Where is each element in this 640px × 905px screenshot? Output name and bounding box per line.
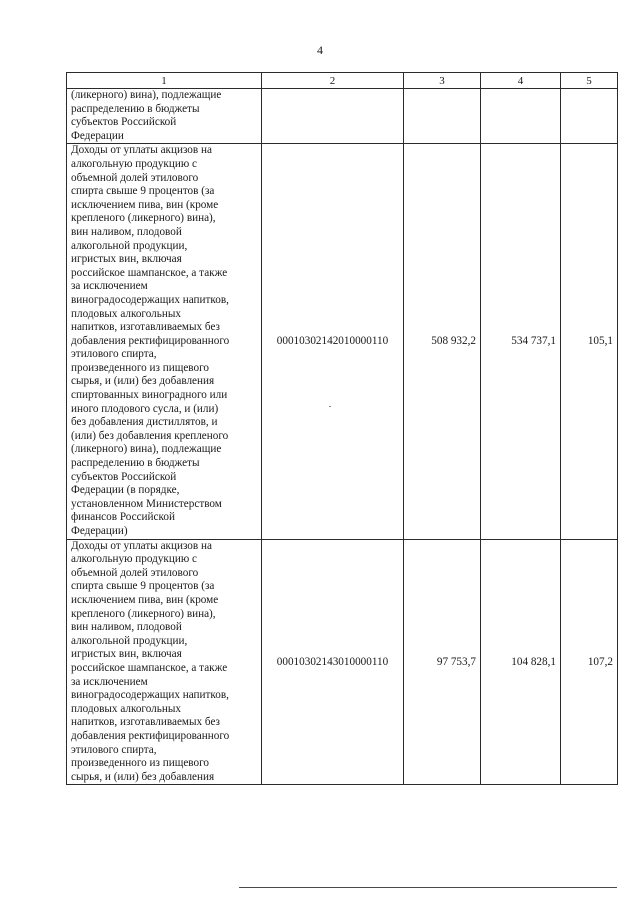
- row-value-3-cell: 97 753,7: [404, 539, 481, 785]
- row-value-3-cell: [404, 89, 481, 144]
- column-header-5: 5: [561, 73, 618, 89]
- row-name-cell: (ликерного) вина), подлежащие распределению в бюджеты субъектов Российской Федерации: [67, 89, 262, 144]
- scan-speck: [329, 406, 331, 407]
- page-number: 4: [317, 43, 323, 57]
- row-value-5-cell: [561, 89, 618, 144]
- column-header-2: 2: [262, 73, 404, 89]
- table-row: [67, 89, 618, 144]
- row-code-cell: 00010302143010000110: [262, 539, 404, 785]
- column-header-4: 4: [481, 73, 561, 89]
- table-row: [67, 539, 618, 785]
- column-header-1: 1: [67, 73, 262, 89]
- row-value-5-cell: 105,1: [561, 144, 618, 539]
- row-code-cell: 00010302142010000110: [262, 144, 404, 539]
- row-name-cell: Доходы от уплаты акцизов на алкогольную продукцию с объемной долей этилового спирта свыше 9 процентов (за исключением пива, вин (кроме крепленого (ликерного) вина), вин наливом, плодовой алкогольной продукции, игристых вин, включая российское шампанское, а также за исключением виноградосодержащих напитков, плодовых алкогольных напитков, изготавливаемых без добавления ректифицированного этилового спирта, произведенного из пищевого сырья, и (или) без добавления спиртованных виноградного или иного плодового сусла, и (или) без добавления дистиллятов, и (или) без добавления крепленого (ликерного) вина), подлежащие распределению в бюджеты субъектов Российской Федерации (в порядке, установленном Министерством финансов Российской Федерации): [67, 144, 262, 539]
- row-name-cell: Доходы от уплаты акцизов на алкогольную продукцию с объемной долей этилового спирта свыше 9 процентов (за исключением пива, вин (кроме крепленого (ликерного) вина), вин наливом, плодовой алкогольной продукции, игристых вин, включая российское шампанское, а также за исключением виноградосодержащих напитков, плодовых алкогольных напитков, изготавливаемых без добавления ректифицированного этилового спирта, произведенного из пищевого сырья, и (или) без добавления: [67, 539, 262, 785]
- row-value-4-cell: 104 828,1: [481, 539, 561, 785]
- revenue-table: [66, 72, 618, 785]
- row-value-3-cell: 508 932,2: [404, 144, 481, 539]
- header-row: [67, 73, 618, 89]
- column-header-3: 3: [404, 73, 481, 89]
- row-value-5-cell: 107,2: [561, 539, 618, 785]
- row-value-4-cell: 534 737,1: [481, 144, 561, 539]
- row-value-4-cell: [481, 89, 561, 144]
- table-row: [67, 144, 618, 539]
- row-code-cell: [262, 89, 404, 144]
- page-bottom-rule: [239, 887, 617, 888]
